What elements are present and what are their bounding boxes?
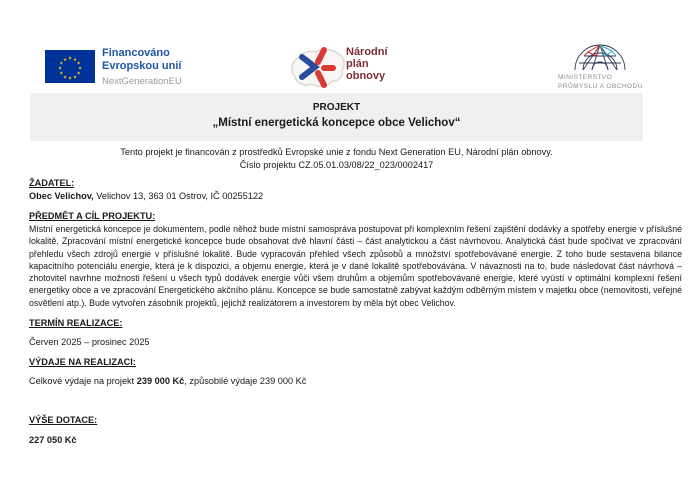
svg-text:★: ★ bbox=[72, 57, 78, 63]
svg-text:★: ★ bbox=[57, 66, 63, 72]
svg-text:★: ★ bbox=[67, 56, 73, 62]
termin-value: Červen 2025 – prosinec 2025 bbox=[29, 337, 150, 347]
npo-logo-line3: obnovy bbox=[346, 70, 386, 82]
svg-text:★: ★ bbox=[67, 76, 73, 82]
dotace-value: 227 050 Kč bbox=[29, 435, 77, 445]
zadatel-address: Velichov 13, 363 01 Ostrov, IČ 00255122 bbox=[93, 191, 264, 201]
heading-termin: TERMÍN REALIZACE: bbox=[29, 318, 123, 328]
mpo-logo-line1: MINISTERSTVO bbox=[558, 74, 613, 81]
project-title-box bbox=[30, 93, 643, 141]
predmet-paragraph: Místní energetická koncepce je dokumentem, podle něhož bude místní samospráva postupovat při komplexním řešení zajištění dodávky a spotřeby energie v příslušné lokalitě. Zpracování místní energetické koncepce bude obsahovat dvě hlavní části – část analytickou a část návrhovou. Analytická část bude spočívat ve zpracování přehledu všech zdrojů energie v příslušné lokalitě. Bude vypracován přehled všech způsobů a množství spotřebovávané energie. Z toho bude sestavena bilance kapacitního potenciálu energie, která je k dispozici, a objemu energie, která je v dané lokalitě spotřebovávána. V návaznosti na to, bude následovat část návrhová – zhotovitel navrhne možnosti řešení u všech typů dodávek energie vůči všem druhům a objemům spotřebovávané energie, které vyústí v optimální komplexní řešení energetiky obce a ve zpracování Energetického akčního plánu. Koncepce se bude samostatně zabývat každým odběrným místem v majetku obce (nemovitosti, veřejné osvětlení atp.). Bude vytvořen zásobník projektů, jejichž realizátorem a investorem by měla být obec Velichov. bbox=[29, 224, 682, 308]
eu-logo-text bbox=[102, 47, 182, 88]
heading-zadatel: ŽADATEL: bbox=[29, 178, 75, 188]
mpo-logo-line2: PRŮMYSLU A OBCHODU bbox=[558, 82, 643, 90]
vydaje-total: 239 000 Kč bbox=[136, 376, 185, 386]
npo-logo-line2: plán bbox=[346, 58, 369, 70]
mpo-logo-text bbox=[558, 74, 643, 91]
svg-text:★: ★ bbox=[76, 71, 81, 77]
vydaje-prefix: Celkové výdaje na projekt bbox=[29, 376, 137, 386]
vydaje-value bbox=[29, 376, 682, 386]
project-number: Číslo projektu CZ.05.01.03/08/22_023/0002417 bbox=[239, 160, 434, 170]
eu-logo-line1: Financováno bbox=[102, 47, 170, 59]
heading-predmet: PŘEDMĚT A CÍL PROJEKTU: bbox=[29, 211, 156, 221]
funding-subtitle bbox=[30, 146, 643, 172]
npo-logo-line1: Národní bbox=[346, 46, 388, 58]
zadatel-value bbox=[29, 191, 682, 201]
mpo-logo bbox=[556, 36, 666, 96]
svg-text:★: ★ bbox=[72, 75, 78, 81]
project-title-name: „Místní energetická koncepce obce Velichov“ bbox=[212, 117, 461, 129]
eu-logo-line3: NextGenerationEU bbox=[102, 76, 182, 87]
svg-text:★: ★ bbox=[76, 61, 81, 67]
svg-text:★: ★ bbox=[59, 71, 64, 77]
npo-logo bbox=[288, 44, 418, 96]
vydaje-suffix: , způsobilé výdaje 239 000 Kč bbox=[184, 376, 307, 386]
mpo-dome-icon bbox=[572, 36, 628, 72]
eu-flag-svg bbox=[45, 50, 95, 83]
svg-text:★: ★ bbox=[59, 61, 64, 67]
npo-logo-text bbox=[346, 46, 388, 82]
zadatel-name: Obec Velichov, bbox=[29, 191, 94, 201]
svg-text:★: ★ bbox=[62, 75, 68, 81]
heading-dotace: VÝŠE DOTACE: bbox=[29, 415, 98, 425]
eu-flag-icon bbox=[45, 50, 95, 83]
project-title-label: PROJEKT bbox=[312, 102, 361, 113]
eu-logo-line2: Evropskou unií bbox=[102, 60, 182, 72]
funding-subtitle-line1: Tento projekt je financován z prostředků Evropské unie z fondu Next Generation EU, Národní plán obnovy. bbox=[120, 147, 553, 157]
npo-map-icon bbox=[288, 44, 348, 96]
svg-text:★: ★ bbox=[62, 57, 68, 63]
heading-vydaje: VÝDAJE NA REALIZACI: bbox=[29, 357, 136, 367]
svg-text:★: ★ bbox=[77, 66, 83, 72]
